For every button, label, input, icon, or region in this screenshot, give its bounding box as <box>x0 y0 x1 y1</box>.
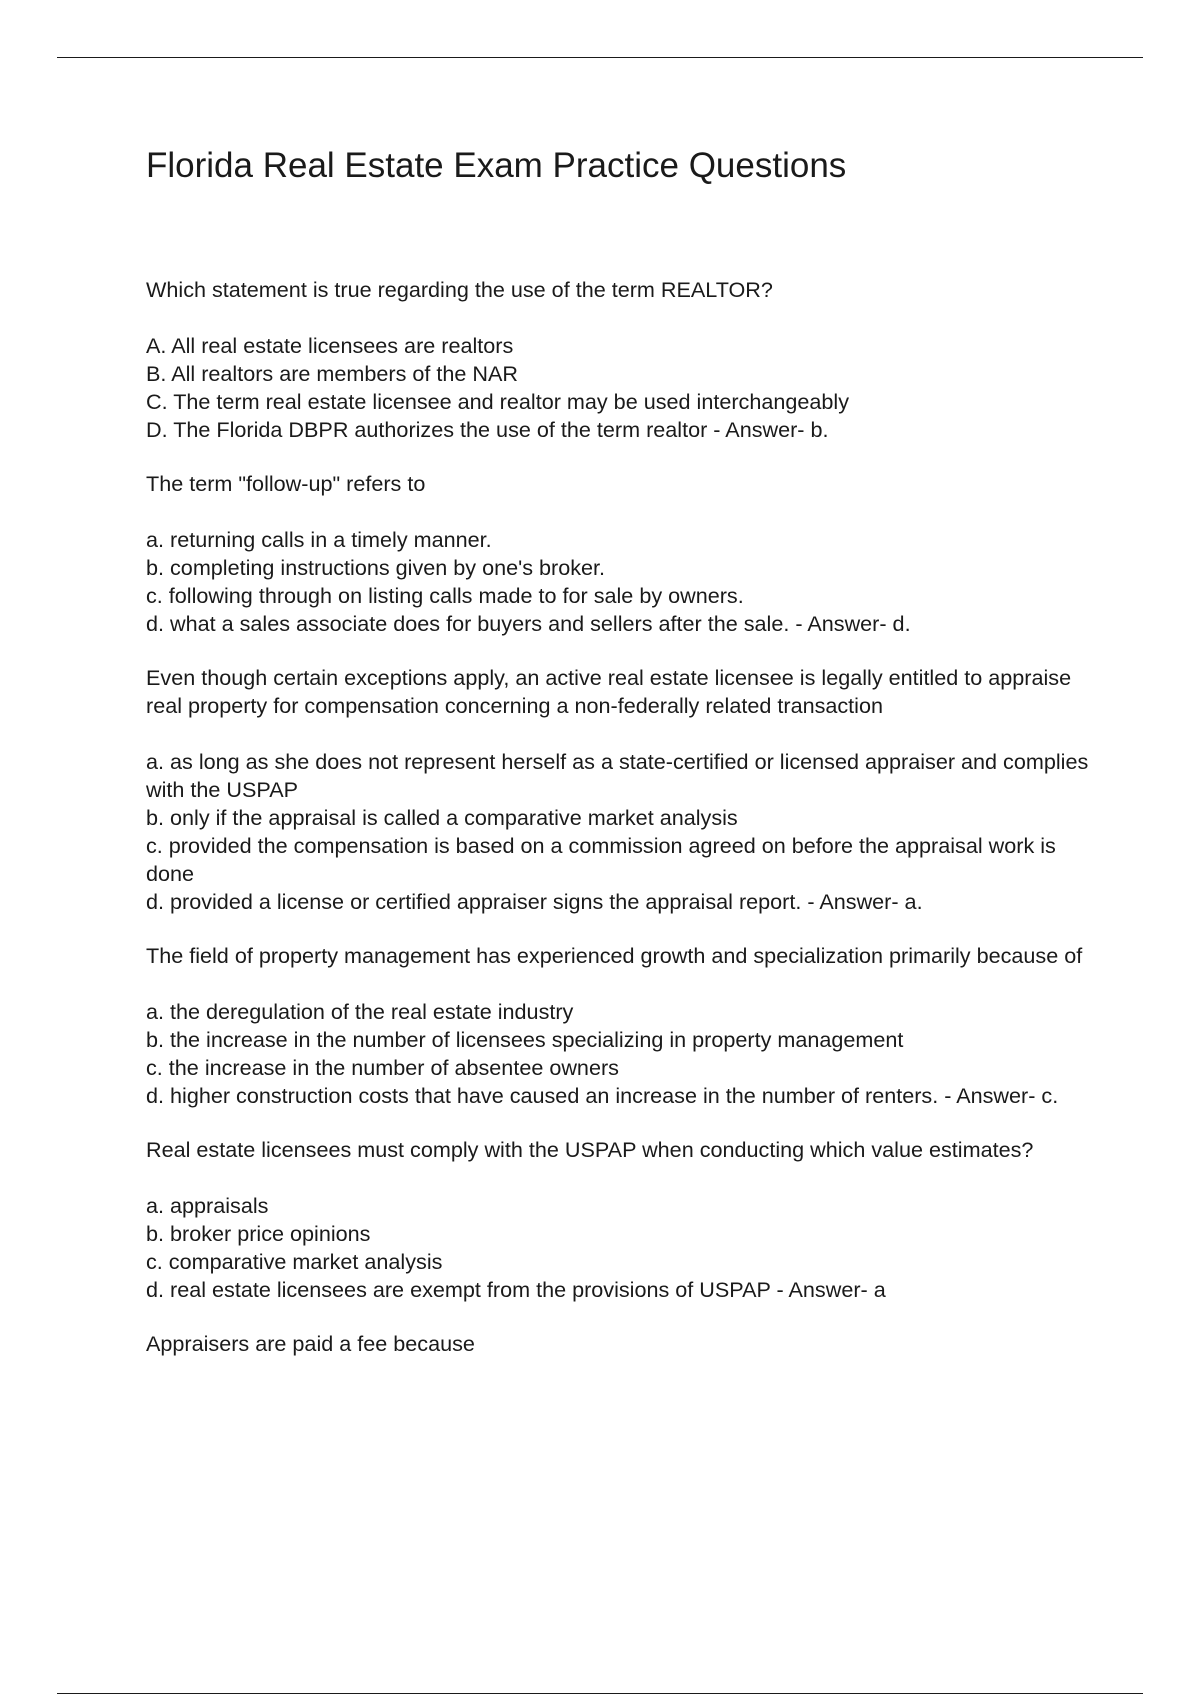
answer-options <box>146 998 1096 1110</box>
answer-option: a. the deregulation of the real estate industry <box>146 999 574 1024</box>
answer-option: b. only if the appraisal is called a comparative market analysis <box>146 805 738 830</box>
answer-option: D. The Florida DBPR authorizes the use of the term realtor - Answer- b. <box>146 417 829 442</box>
question-4 <box>146 942 1096 1110</box>
question-3 <box>146 664 1096 916</box>
answer-option: d. provided a license or certified appraiser signs the appraisal report. - Answer- a. <box>146 889 923 914</box>
question-stem: The field of property management has experienced growth and specialization primarily because of <box>146 943 1083 968</box>
answer-option: B. All realtors are members of the NAR <box>146 361 519 386</box>
answer-option: c. comparative market analysis <box>146 1249 443 1274</box>
header-rule <box>57 57 1143 58</box>
answer-option: c. following through on listing calls made to for sale by owners. <box>146 583 744 608</box>
question-stem: The term "follow-up" refers to <box>146 471 426 496</box>
question-stem: Even though certain exceptions apply, an active real estate licensee is legally entitled to appraise real property for compensation concerning a non-federally related transaction <box>146 665 1072 718</box>
document-body <box>146 140 1096 1386</box>
answer-option: A. All real estate licensees are realtors <box>146 333 514 358</box>
answer-option: a. returning calls in a timely manner. <box>146 527 492 552</box>
answer-option: d. higher construction costs that have caused an increase in the number of renters. - Answer- c. <box>146 1083 1059 1108</box>
answer-option: d. what a sales associate does for buyers and sellers after the sale. - Answer- d. <box>146 611 911 636</box>
answer-option: c. provided the compensation is based on a commission agreed on before the appraisal work is done <box>146 833 1056 886</box>
answer-options <box>146 1192 1096 1304</box>
answer-option: C. The term real estate licensee and realtor may be used interchangeably <box>146 389 849 414</box>
answer-options <box>146 748 1096 916</box>
question-5 <box>146 1136 1096 1304</box>
answer-options <box>146 332 1096 444</box>
question-2 <box>146 470 1096 638</box>
question-1 <box>146 276 1096 444</box>
answer-option: c. the increase in the number of absentee owners <box>146 1055 619 1080</box>
answer-option: d. real estate licensees are exempt from the provisions of USPAP - Answer- a <box>146 1277 886 1302</box>
document-title: Florida Real Estate Exam Practice Questions <box>146 146 847 185</box>
question-stem: Real estate licensees must comply with the USPAP when conducting which value estimates? <box>146 1137 1034 1162</box>
footer-rule <box>57 1693 1143 1694</box>
question-stem: Appraisers are paid a fee because <box>146 1331 475 1356</box>
question-stem: Which statement is true regarding the use of the term REALTOR? <box>146 277 773 302</box>
answer-option: b. broker price opinions <box>146 1221 371 1246</box>
answer-option: b. completing instructions given by one's broker. <box>146 555 606 580</box>
answer-option: a. appraisals <box>146 1193 269 1218</box>
question-6 <box>146 1330 1096 1358</box>
answer-option: b. the increase in the number of licensees specializing in property management <box>146 1027 904 1052</box>
answer-options <box>146 526 1096 638</box>
answer-option: a. as long as she does not represent herself as a state-certified or licensed appraiser and complies with the USPAP <box>146 749 1089 802</box>
